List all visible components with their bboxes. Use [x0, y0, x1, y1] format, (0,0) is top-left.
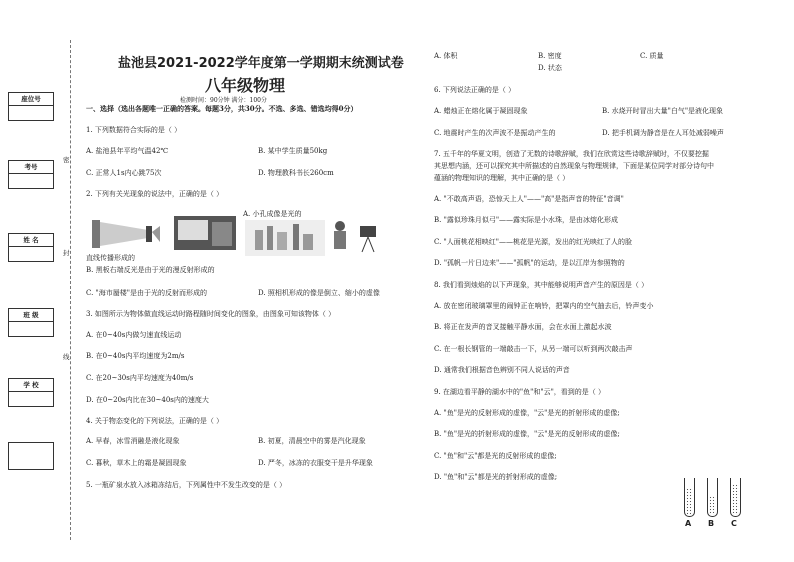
q9-option-c: C. "鱼"和"云"都是光的反射形成的虚像; — [434, 452, 557, 460]
q6-option-d: D. 把手机调为静音是在人耳处减弱噪声 — [602, 129, 724, 137]
q7-option-a: A. "不敢高声语，恐惊天上人"——"高"是指声音的特征"音调" — [434, 195, 624, 203]
seal-mark-mi: 密 — [63, 156, 70, 164]
school-label: 学 校 — [9, 379, 53, 392]
school-box — [8, 378, 54, 407]
q6-option-a: A. 蜡烛正在熔化属于凝固现象 — [434, 107, 528, 115]
seal-mark-feng: 封 — [63, 249, 70, 257]
class-label: 班 级 — [9, 309, 53, 322]
subject-title: 八年级物理 — [205, 76, 286, 95]
tube-label-c: C — [731, 519, 737, 528]
seal-mark-xian: 线 — [63, 353, 70, 361]
tube-label-b: B — [708, 519, 715, 528]
q5-option-c: C. 质量 — [640, 52, 664, 60]
q9-option-a: A. "鱼"是光的反射形成的虚像，"云"是光的折射形成的虚像; — [434, 409, 620, 417]
name-box — [8, 233, 54, 262]
q2-figure-pinhole — [88, 214, 163, 252]
q1-option-d: D. 物理教科书长260cm — [258, 169, 334, 177]
seat-number-label: 座位号 — [9, 93, 53, 106]
binding-line — [70, 40, 71, 540]
q8-stem: 8. 我们看到烛焰的以下声现象，其中能够说明声音产生的原因是（ ） — [434, 281, 649, 289]
q2-option-d: D. 照相机形成的像是倒立、缩小的虚像 — [258, 289, 380, 297]
class-box — [8, 308, 54, 337]
q5-stem: 5. 一瓶矿泉水放入冰箱冻结后，下列属性中不发生改变的是（ ） — [86, 481, 287, 489]
q2-stem: 2. 下列有关光现象的说法中，正确的是（ ） — [86, 190, 224, 198]
test-tube-b — [707, 478, 718, 517]
q3-option-a: A. 在0~40s内做匀速直线运动 — [86, 331, 182, 339]
q9-option-d: D. "鱼"和"云"都是光的折射形成的虚像; — [434, 473, 558, 481]
q9-option-b: B. "鱼"是光的折射形成的虚像，"云"是光的反射形成的虚像; — [434, 430, 620, 438]
q8-option-a: A. 放在密闭玻璃罩里的闹钟正在响铃，把罩内的空气抽去后，铃声变小 — [434, 302, 654, 310]
q3-option-d: D. 在0~20s内比在30~40s内的速度大 — [86, 396, 209, 404]
q4-option-c: C. 暮秋，草木上的霜是凝固现象 — [86, 459, 187, 467]
seat-number-box — [8, 92, 54, 121]
name-label: 姓 名 — [9, 234, 53, 247]
q4-option-d: D. 严冬，冰冻的衣服变干是升华现象 — [258, 459, 373, 467]
q8-option-d: D. 通常我们根据音色辨别不同人说话的声音 — [434, 366, 570, 374]
q4-option-a: A. 早春，冰雪消融是液化现象 — [86, 437, 180, 445]
q2-option-c: C. "海市蜃楼"是由于光的反射而形成的 — [86, 289, 207, 297]
blank-box — [8, 442, 54, 470]
test-tube-c — [730, 478, 741, 517]
q7-stem-2: 其思想内涵，还可以探究其中所描述的自然现象与物理规律，下面是某位同学对部分诗句中 — [434, 162, 714, 170]
test-tube-a — [684, 478, 695, 517]
q2-option-a-cont: 直线传播形成的 — [86, 254, 135, 262]
q1-stem: 1. 下列数据符合实际的是（ ） — [86, 126, 182, 134]
q7-stem-1: 7. 五千年的华夏文明，创造了无数的诗歌辞赋，我们在欣赏这些诗歌辞赋时，不仅要挖掘 — [434, 150, 709, 158]
q1-option-c: C. 正常人1s内心跳75次 — [86, 169, 162, 177]
q2-figure-mirage — [245, 220, 325, 256]
q4-stem: 4. 关于物态变化的下列说法，正确的是（ ） — [86, 417, 224, 425]
q3-option-c: C. 在20~30s内平均速度为40m/s — [86, 374, 194, 382]
q6-option-b: B. 水烧开时冒出大量"白气"是液化现象 — [602, 107, 724, 115]
exam-meta: 检测时间：90分钟 满分：100分 — [180, 97, 267, 104]
exam-title: 盐池县2021-2022学年度第一学期期末统测试卷 — [118, 56, 404, 71]
tube-label-a: A — [685, 519, 692, 528]
q5-option-b: B. 密度 — [538, 52, 562, 60]
q3-option-b: B. 在0~40s内平均速度为2m/s — [86, 352, 185, 360]
q3-stem: 3. 如图所示为物体做直线运动时路程随时间变化的图象，由图象可知该物体（ ） — [86, 310, 336, 318]
section-heading: 一、选择（选出各题唯一正确的答案。每题3分，共30分。不选、多选、错选均得0分） — [86, 104, 358, 113]
q9-stem: 9. 在湖边看平静的湖水中的"鱼"和"云"，看到的是（ ） — [434, 388, 606, 396]
q6-stem: 6. 下列说法正确的是（ ） — [434, 86, 516, 94]
q6-option-c: C. 地震时产生的次声波不是振动产生的 — [434, 129, 556, 137]
q7-option-b: B. "露似珍珠月似弓"——露实际是小水珠，是由冰熔化形成 — [434, 216, 619, 224]
q7-stem-3: 蕴涵的物理知识的理解，其中正确的是（ ） — [434, 174, 570, 182]
q7-option-d: D. "孤帆一片日边来"——"孤帆"的运动，是以江岸为参照物的 — [434, 259, 625, 267]
q8-option-c: C. 在一根长钢管的一端敲击一下，从另一端可以听到两次敲击声 — [434, 345, 633, 353]
q1-option-b: B. 某中学生质量50kg — [258, 147, 328, 155]
q1-option-a: A. 盐池县年平均气温42℃ — [86, 147, 169, 155]
q2-option-b: B. 黑板右端反光是由于光的漫反射形成的 — [86, 266, 215, 274]
q5-option-a: A. 体积 — [434, 52, 458, 60]
q4-option-b: B. 初夏，清晨空中的雾是汽化现象 — [258, 437, 366, 445]
q8-option-b: B. 将正在发声的音叉接触平静水面，会在水面上激起水波 — [434, 323, 612, 331]
q2-option-a: A. 小孔成像是光的 — [243, 210, 302, 218]
q7-option-c: C. "人面桃花相映红"——桃花是光源，发出的红光映红了人的脸 — [434, 238, 632, 246]
q2-figure-camera — [330, 218, 385, 254]
exam-number-label: 考号 — [9, 161, 53, 174]
q2-figure-blackboard — [172, 212, 240, 254]
q5-option-d: D. 状态 — [538, 64, 562, 72]
exam-number-box — [8, 160, 54, 189]
